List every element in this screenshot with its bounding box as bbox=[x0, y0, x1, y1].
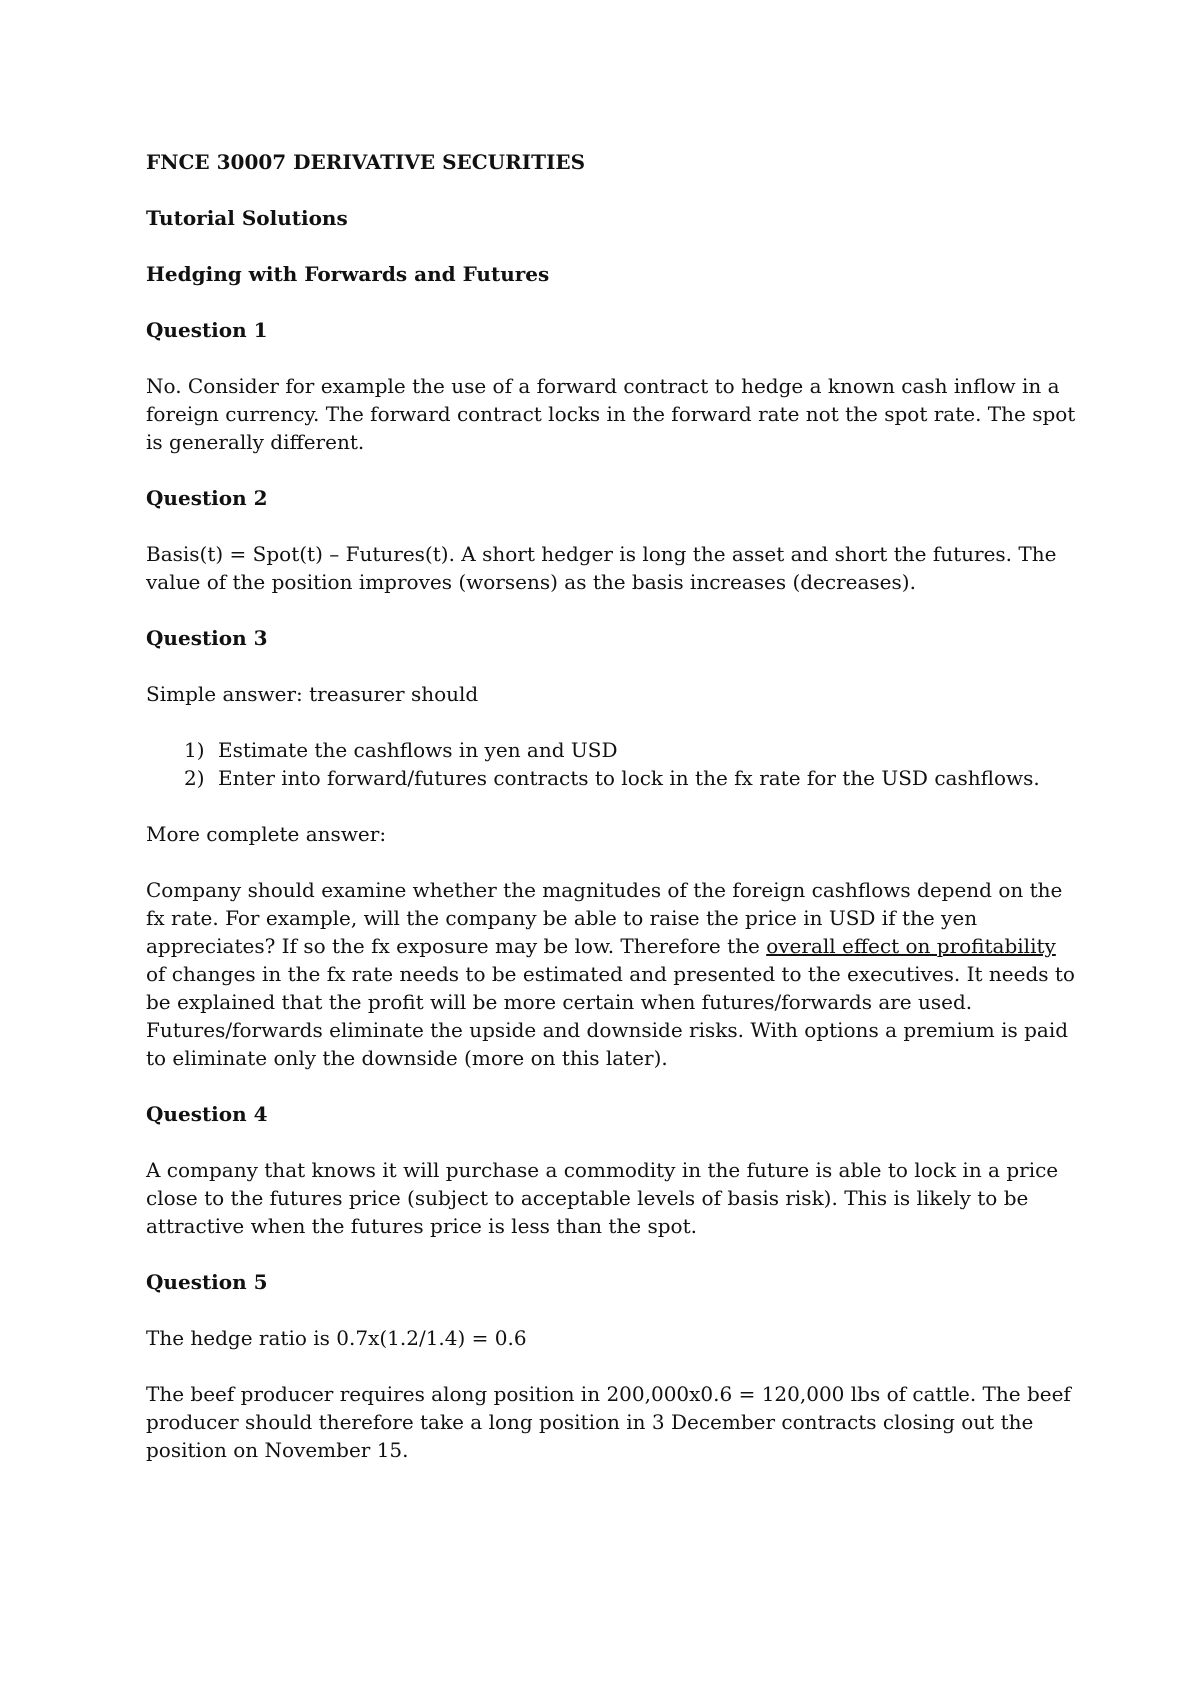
list-item bbox=[146, 736, 1076, 764]
question-3-intro: Simple answer: treasurer should bbox=[146, 682, 479, 706]
question-4-answer: A company that knows it will purchase a commodity in the future is able to lock in a price close to the futures price (subject to acceptable levels of basis risk). This is likely to be attractive when the futures price is less than the spot. bbox=[146, 1158, 1059, 1238]
question-1-answer: No. Consider for example the use of a forward contract to hedge a known cash inflow in a foreign currency. The forward contract locks in the forward rate not the spot rate. The spot is generally different. bbox=[146, 374, 1076, 454]
question-4-heading: Question 4 bbox=[146, 1102, 268, 1126]
question-5-heading: Question 5 bbox=[146, 1270, 268, 1294]
question-3-more-label: More complete answer: bbox=[146, 822, 387, 846]
list-item-text: Estimate the cashflows in yen and USD bbox=[218, 738, 618, 762]
question-2-heading: Question 2 bbox=[146, 486, 268, 510]
list-item-text: Enter into forward/futures contracts to lock in the fx rate for the USD cashflows. bbox=[218, 766, 1040, 790]
detail-text-start: Company should examine whether the magnitudes of the foreign cashflows depend on the fx rate. For example, will the company be able to raise the price in USD if the yen appreciates? If so the fx exposure may be low. Therefore the bbox=[146, 878, 1063, 958]
question-2-answer: Basis(t) = Spot(t) – Futures(t). A short hedger is long the asset and short the futures. The value of the position improves (worsens) as the basis increases (decreases). bbox=[146, 542, 1057, 594]
underlined-phrase: overall effect on profitability bbox=[766, 934, 1056, 958]
question-3-heading: Question 3 bbox=[146, 626, 268, 650]
question-1-heading: Question 1 bbox=[146, 318, 268, 342]
question-5-answer: The beef producer requires along position in 200,000x0.6 = 120,000 lbs of cattle. The beef producer should therefore take a long position in 3 December contracts closing out the position on November 15. bbox=[146, 1382, 1071, 1462]
question-3-detail bbox=[146, 876, 1076, 1072]
question-3-steps bbox=[146, 736, 1076, 792]
detail-text-end: of changes in the fx rate needs to be estimated and presented to the executives. It needs to be explained that the profit will be more certain when futures/forwards are used. Futures/forwards eliminate the upside and downside risks. With options a premium is paid to eliminate only the downside (more on this later). bbox=[146, 962, 1075, 1070]
document-page bbox=[146, 148, 1076, 1464]
question-5-hedge-ratio: The hedge ratio is 0.7x(1.2/1.4) = 0.6 bbox=[146, 1326, 527, 1350]
topic-title: Hedging with Forwards and Futures bbox=[146, 262, 550, 286]
list-item bbox=[146, 764, 1076, 792]
course-title: FNCE 30007 DERIVATIVE SECURITIES bbox=[146, 150, 586, 174]
list-item-number: 2) bbox=[184, 766, 205, 790]
document-subtitle: Tutorial Solutions bbox=[146, 206, 348, 230]
list-item-number: 1) bbox=[184, 738, 205, 762]
